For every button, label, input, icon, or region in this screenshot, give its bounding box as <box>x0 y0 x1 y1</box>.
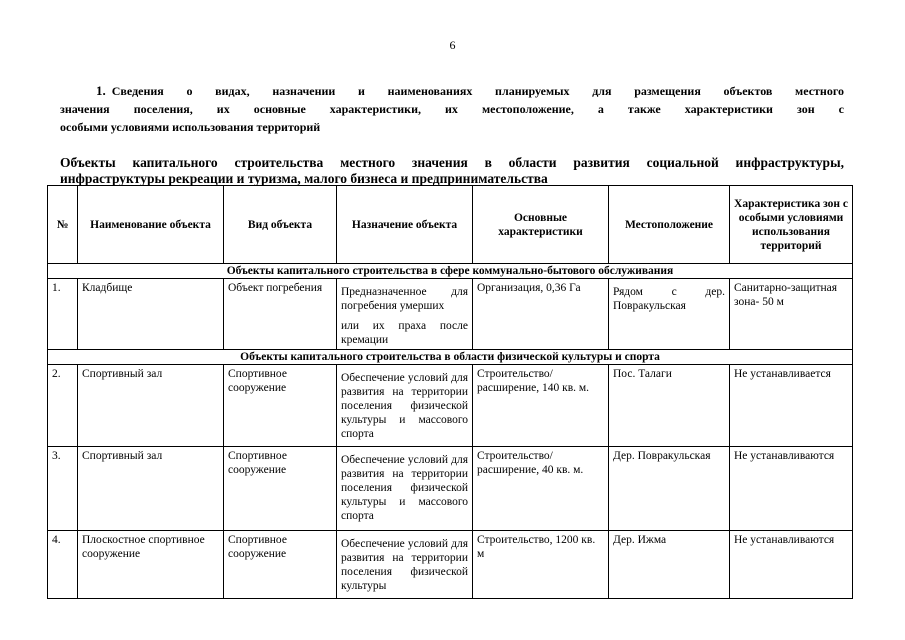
object-location: Пос. Талаги <box>609 365 730 447</box>
object-characteristics: Строительство, 1200 кв. м <box>473 531 609 599</box>
object-characteristics: Организация, 0,36 Га <box>473 279 609 350</box>
col-header-location: Местоположение <box>609 186 730 264</box>
col-header-zone: Характеристика зон с особыми условиями использования территорий <box>730 186 853 264</box>
row-number: 3. <box>48 447 78 531</box>
page-number: 6 <box>449 38 456 52</box>
table-row <box>48 447 853 531</box>
col-header-type: Вид объекта <box>224 186 337 264</box>
section-heading <box>60 82 844 136</box>
zone-characteristic: Не устанавливаются <box>730 531 853 599</box>
object-name: Кладбище <box>78 279 224 350</box>
table-title <box>60 155 844 187</box>
object-type: Спортивное сооружение <box>224 531 337 599</box>
table-title-line-2: инфраструктуры рекреации и туризма, малого бизнеса и предпринимательства <box>60 171 548 186</box>
object-type: Объект погребения <box>224 279 337 350</box>
row-number: 2. <box>48 365 78 447</box>
table-row <box>48 365 853 447</box>
object-location: Дер. Повракульская <box>609 447 730 531</box>
group-row-sport <box>48 350 853 365</box>
table-row <box>48 279 853 350</box>
zone-characteristic: Не устанавливаются <box>730 447 853 531</box>
zone-characteristic: Санитарно-защитная зона- 50 м <box>730 279 853 350</box>
row-number: 4. <box>48 531 78 599</box>
object-purpose: Обеспечение условий для развития на территории поселения физической культуры <box>337 531 473 599</box>
section-heading-line-1: 1. Сведения о видах, назначении и наименованиях планируемых для размещения объектов местного <box>96 83 844 98</box>
object-location: Рядом с дер. Повракульская <box>609 279 730 350</box>
object-name: Плоскостное спортивное сооружение <box>78 531 224 599</box>
table-title-line-1: Объекты капитального строительства местного значения в области развития социальной инфраструктуры, <box>60 155 844 170</box>
object-location: Дер. Ижма <box>609 531 730 599</box>
col-header-purpose: Назначение объекта <box>337 186 473 264</box>
object-purpose: Обеспечение условий для развития на территории поселения физической культуры и массового спорта <box>337 365 473 447</box>
group-label: Объекты капитального строительства в сфере коммунально-бытового обслуживания <box>48 264 853 279</box>
object-purpose: Обеспечение условий для развития на территории поселения физической культуры и массового спорта <box>337 447 473 531</box>
objects-table <box>47 185 853 599</box>
col-header-characteristics: Основные характеристики <box>473 186 609 264</box>
object-name: Спортивный зал <box>78 365 224 447</box>
object-name: Спортивный зал <box>78 447 224 531</box>
table-header-row <box>48 186 853 264</box>
section-heading-line-2: значения поселения, их основные характеристики, их местоположение, а также характеристики зон с <box>60 102 844 116</box>
row-number: 1. <box>48 279 78 350</box>
object-type: Спортивное сооружение <box>224 365 337 447</box>
group-row-communal <box>48 264 853 279</box>
section-number: 1. <box>96 83 106 98</box>
object-purpose: Предназначенное для погребения умерших или их праха после кремации <box>337 279 473 350</box>
section-heading-line-3: особыми условиями использования территорий <box>60 120 321 134</box>
object-characteristics: Строительство/расширение, 140 кв. м. <box>473 365 609 447</box>
col-header-number: № <box>48 186 78 264</box>
table-row <box>48 531 853 599</box>
group-label: Объекты капитального строительства в области физической культуры и спорта <box>48 350 853 365</box>
col-header-name: Наименование объекта <box>78 186 224 264</box>
zone-characteristic: Не устанавливается <box>730 365 853 447</box>
object-type: Спортивное сооружение <box>224 447 337 531</box>
object-characteristics: Строительство/расширение, 40 кв. м. <box>473 447 609 531</box>
